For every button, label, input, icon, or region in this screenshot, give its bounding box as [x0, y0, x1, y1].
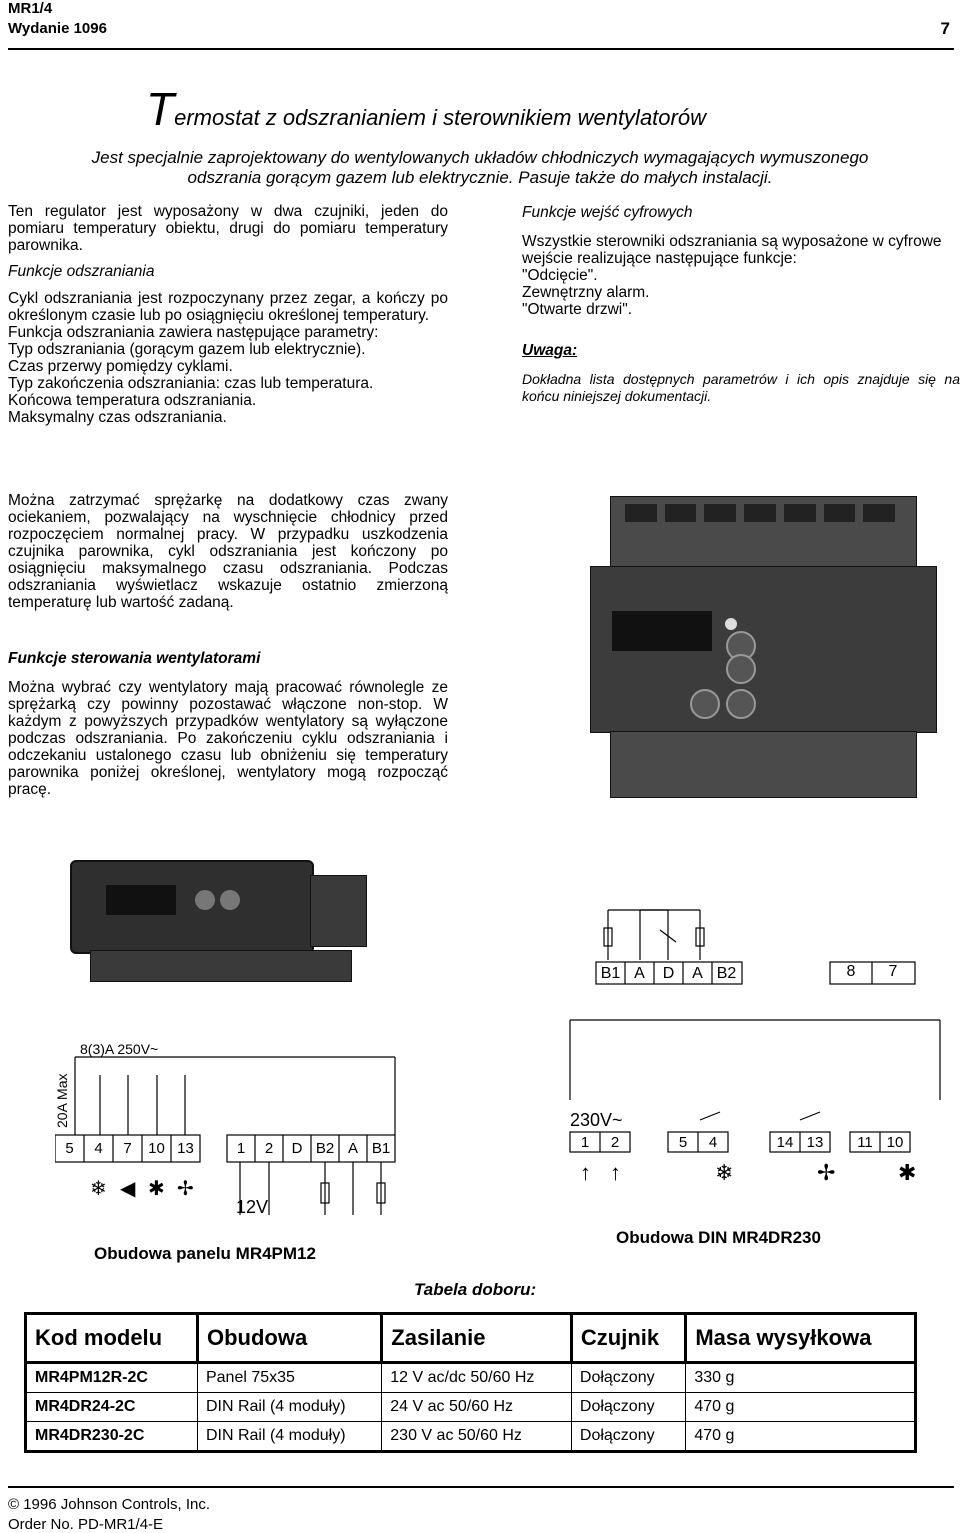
din-relay-terminals	[830, 963, 915, 981]
defrost-heater-icon: ✱	[148, 1178, 165, 1200]
din-enter-button	[726, 689, 756, 719]
table-header-cell: Kod modelu	[26, 1314, 198, 1363]
terminal-label: A	[347, 1140, 358, 1157]
table-header-cell: Czujnik	[571, 1314, 685, 1363]
inputs-item: "Odcięcie".	[522, 267, 598, 284]
table-cell: 24 V ac 50/60 Hz	[382, 1393, 572, 1422]
fan-icon: ✢	[177, 1178, 194, 1200]
table-cell: Dołączony	[571, 1393, 685, 1422]
terminal-label: 13	[806, 1134, 824, 1151]
terminal-label: B2	[716, 965, 737, 982]
compressor-paragraph: Można zatrzymać sprężarkę na dodatkowy czas zwany ociekaniem, pozwalający na wyschnięcie chłodnicy przed rozpoczęciem normalnej pracy. W przypadku uszkodzenia czujnika parownika, cykl odszraniania jest kończony po osiągnięciu maksymalnego czasu odszraniania. Podczas odszraniania wyświetlacz wskazuje ostatnio zmierzoną temperaturę lub wartość zadaną.	[8, 492, 448, 611]
intro	[8, 148, 952, 188]
terminal-label: D	[662, 965, 675, 982]
arrow-up-icon: ↑	[610, 1160, 621, 1185]
param-item: Typ odszraniania (gorącym gazem lub elektrycznie).	[8, 341, 366, 358]
table-cell: Dołączony	[571, 1422, 685, 1452]
inputs-paragraph: Wszystkie sterowniki odszraniania są wyposażone w cyfrowe wejście realizujące następujące funkcje:	[522, 233, 942, 267]
terminal-label: A	[692, 965, 703, 982]
inputs-item: "Otwarte drzwi".	[522, 301, 633, 318]
defrost-heading: Funkcje odszraniania	[8, 263, 155, 280]
copyright: © 1996 Johnson Controls, Inc.	[8, 1496, 211, 1513]
panel-terminals-b	[227, 1140, 395, 1157]
defrost-heater-icon: ✱	[898, 1160, 917, 1185]
terminal-label: 2	[610, 1134, 620, 1151]
terminal-label: 13	[177, 1140, 194, 1157]
table-row	[26, 1393, 916, 1422]
snowflake-icon: ❄	[90, 1178, 107, 1200]
table-cell: MR4PM12R-2C	[26, 1363, 198, 1393]
inputs-item: Zewnętrzny alarm.	[522, 284, 650, 301]
din-device-photo	[590, 496, 935, 796]
table-cell: 330 g	[686, 1363, 916, 1393]
terminal-label: 7	[123, 1140, 132, 1157]
table-row	[26, 1422, 916, 1452]
table-row	[26, 1363, 916, 1393]
table-cell: Panel 75x35	[197, 1363, 381, 1393]
terminal-label: B1	[600, 965, 621, 982]
note-heading: Uwaga:	[522, 342, 578, 359]
din-caption: Obudowa DIN MR4DR230	[616, 1228, 821, 1247]
intro-line-1: Jest specjalnie zaprojektowany do wentylowanych układów chłodniczych wymagających wymuszonego	[91, 148, 869, 167]
table-cell: Dołączony	[571, 1363, 685, 1393]
sensors-paragraph: Ten regulator jest wyposażony w dwa czujniki, jeden do pomiaru temperatury obiektu, drugi do pomiaru temperatury parownika.	[8, 203, 448, 254]
fan-paragraph: Można wybrać czy wentylatory mają pracować równolegle ze sprężarką czy powinny pozostawać włączone non-stop. W każdym z powyższych przypadków wentylatory są wyłączone podczas odszraniania. Po zakończeniu cyklu odszraniania i odczekaniu ustalonego czasu lub obniżeniu się temperatury parownika poniżej określonej, wentylatory mogą rozpocząć pracę.	[8, 679, 448, 798]
table-cell: 230 V ac 50/60 Hz	[382, 1422, 572, 1452]
table-cell: MR4DR24-2C	[26, 1393, 198, 1422]
table-cell: 470 g	[686, 1422, 916, 1452]
terminal-label: 1	[580, 1134, 590, 1151]
panel-terminals-a	[55, 1140, 200, 1157]
terminal-label: 7	[888, 963, 898, 980]
din-top-terminals	[596, 965, 742, 983]
defrost-params-intro: Funkcja odszraniania zawiera następujące parametry:	[8, 324, 379, 341]
order-number: Order No. PD-MR1/4-E	[8, 1516, 164, 1533]
table-header-row	[26, 1314, 916, 1363]
inputs-heading: Funkcje wejść cyfrowych	[522, 204, 693, 221]
param-item: Maksymalny czas odszraniania.	[8, 409, 227, 426]
left-column-top	[8, 203, 448, 426]
panel-max: 20A Max	[54, 1073, 70, 1128]
title-rest: ermostat z odszranianiem i sterownikiem wentylatorów	[174, 105, 706, 130]
terminal-label: 4	[94, 1140, 103, 1157]
table-caption: Tabela doboru:	[414, 1280, 537, 1299]
din-down-button	[726, 654, 756, 684]
terminal-label: B1	[371, 1140, 391, 1157]
title-initial: T	[146, 83, 175, 135]
panel-voltage: 12V	[236, 1197, 269, 1217]
table-cell: 470 g	[686, 1393, 916, 1422]
terminal-label: B2	[315, 1140, 335, 1157]
din-wiring-diagram	[560, 900, 960, 1260]
terminal-label: D	[291, 1140, 303, 1157]
param-item: Końcowa temperatura odszraniania.	[8, 392, 257, 409]
terminal-label: 14	[776, 1134, 794, 1151]
doc-id: MR1/4	[8, 0, 53, 17]
panel-device-photo	[70, 850, 370, 985]
terminal-label: 8	[846, 963, 856, 980]
din-voltage: 230V~	[570, 1110, 623, 1130]
arrow-up-icon: ↑	[580, 1160, 591, 1185]
terminal-label: 1	[236, 1140, 246, 1157]
param-item: Czas przerwy pomiędzy cyklami.	[8, 358, 233, 375]
table-cell: 12 V ac/dc 50/60 Hz	[382, 1363, 572, 1393]
intro-line-2: odszrania gorącym gazem lub elektrycznie. Pasuje także do małych instalacji.	[187, 168, 773, 187]
snowflake-icon: ❄	[715, 1160, 734, 1185]
panel-caption: Obudowa panelu MR4PM12	[94, 1244, 316, 1263]
right-column-top	[522, 204, 960, 405]
terminal-label: A	[634, 965, 645, 982]
terminal-label: 11	[857, 1134, 873, 1151]
footer-rule	[8, 1486, 954, 1488]
terminal-label: 2	[264, 1140, 274, 1157]
fan-heading: Funkcje sterowania wentylatorami	[8, 650, 261, 667]
note-paragraph: Dokładna lista dostępnych parametrów i ich opis znajduje się na końcu niniejszej dokumentacji.	[522, 371, 960, 404]
horn-icon: ◀	[120, 1178, 136, 1200]
header-rule	[8, 48, 954, 50]
terminal-label: 5	[65, 1140, 74, 1157]
terminal-label: 4	[708, 1134, 718, 1151]
page-title	[146, 82, 706, 136]
terminal-label: 10	[886, 1134, 904, 1151]
panel-wiring-diagram	[55, 1035, 405, 1230]
table-cell: DIN Rail (4 moduły)	[197, 1422, 381, 1452]
panel-rating: 8(3)A 250V~	[80, 1041, 159, 1057]
table-cell: MR4DR230-2C	[26, 1422, 198, 1452]
page-number: 7	[940, 19, 950, 38]
table-header-cell: Obudowa	[197, 1314, 381, 1363]
defrost-paragraph: Cykl odszraniania jest rozpoczynany przez zegar, a kończy po określonym czasie lub po osiągnięciu określonej temperatury.	[8, 290, 448, 324]
selection-table	[24, 1312, 917, 1453]
fan-icon: ✢	[817, 1160, 836, 1185]
param-item: Typ zakończenia odszraniania: czas lub temperatura.	[8, 375, 374, 392]
terminal-label: 5	[678, 1134, 688, 1151]
table-header-cell: Zasilanie	[382, 1314, 572, 1363]
table-header-cell: Masa wysyłkowa	[686, 1314, 916, 1363]
table-cell: DIN Rail (4 moduły)	[197, 1393, 381, 1422]
terminal-label: 10	[148, 1140, 165, 1157]
edition: Wydanie 1096	[8, 20, 107, 37]
din-defrost-button	[690, 689, 720, 719]
